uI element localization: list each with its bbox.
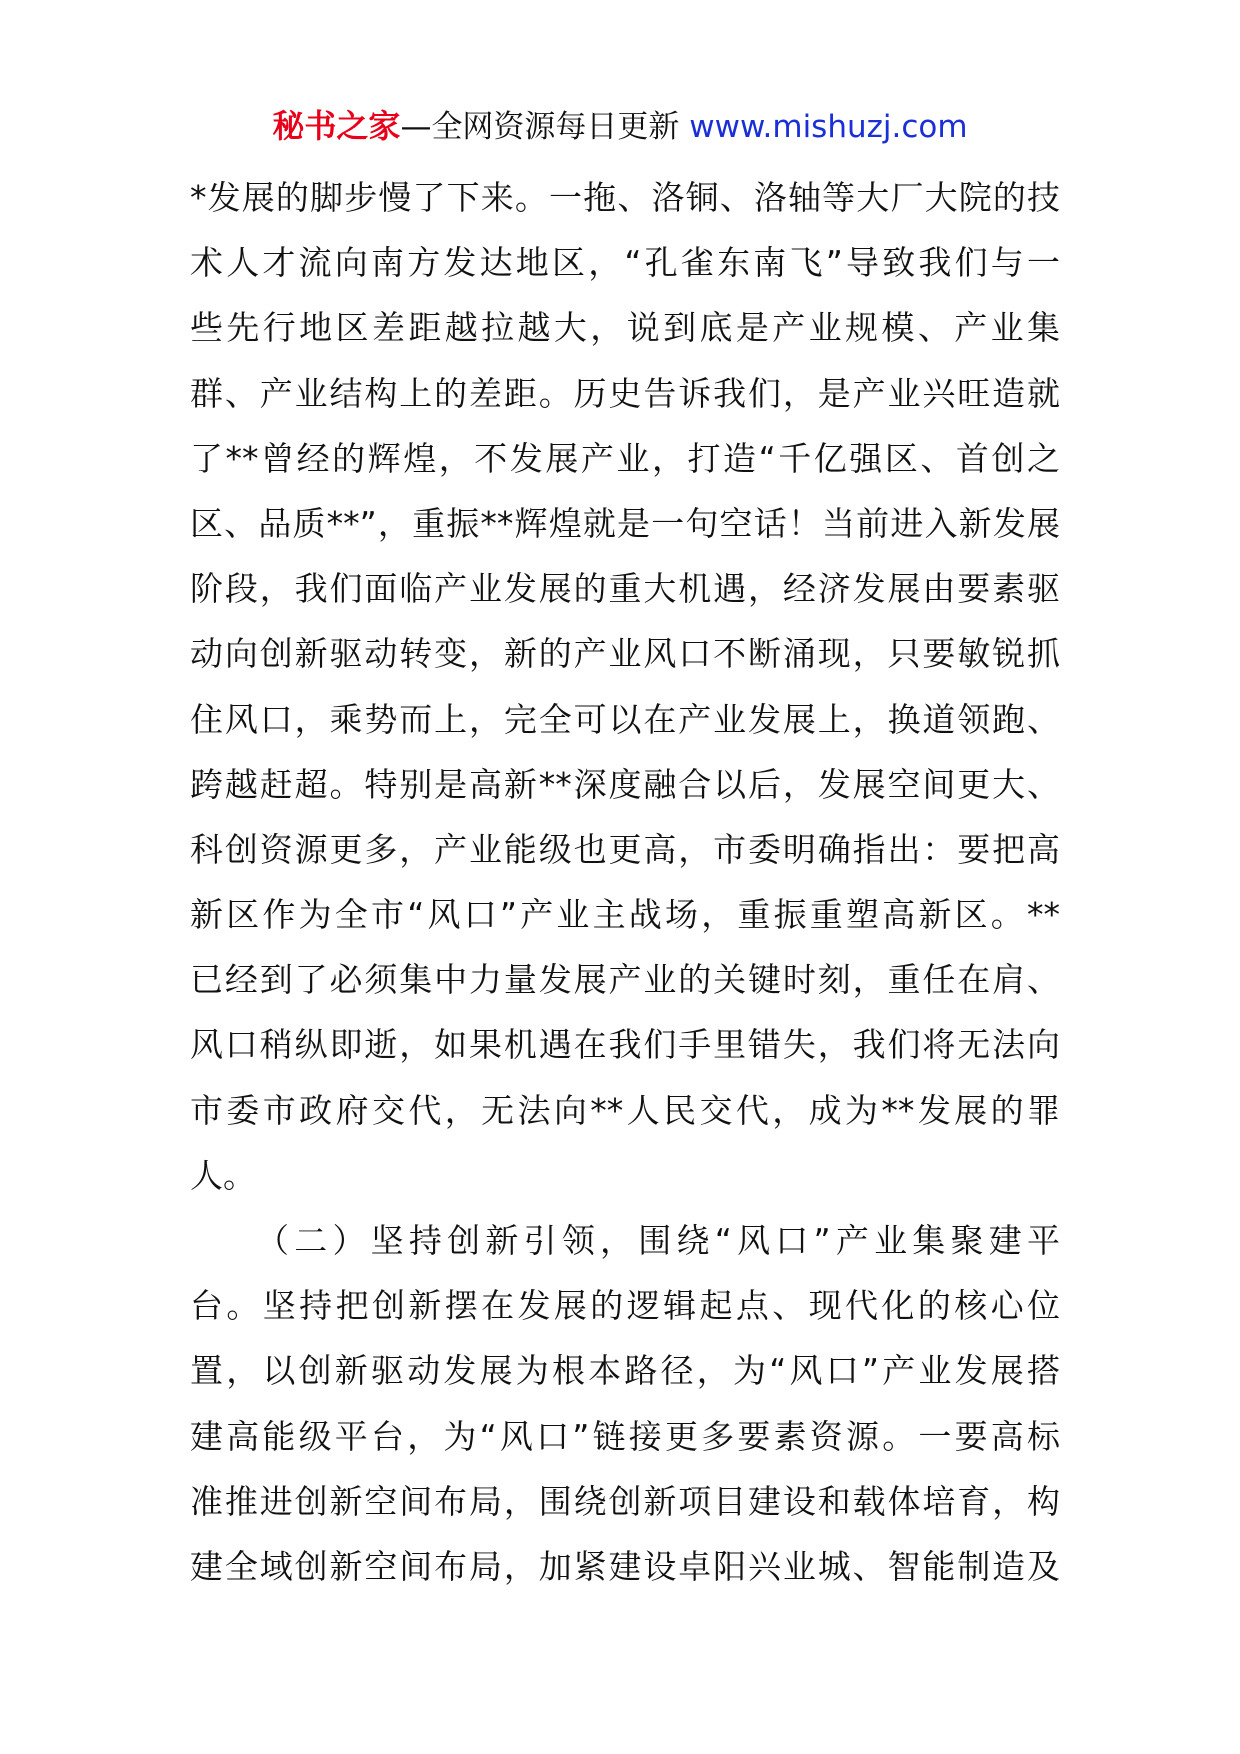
text-line: 动向创新驱动转变，新的产业风口不断涌现，只要敏锐抓: [190, 634, 1060, 674]
text-line: 风口稍纵即逝，如果机遇在我们手里错失，我们将无法向: [190, 1025, 1060, 1065]
section-heading-line: （二）坚持创新引领，围绕“风口”产业集聚建平: [256, 1221, 1060, 1260]
site-header: [0, 100, 1240, 153]
site-url-link[interactable]: www.mishuzj.com: [689, 109, 968, 145]
site-tagline: —全网资源每日更新: [400, 109, 690, 145]
text-line: 群、产业结构上的差距。历史告诉我们，是产业兴旺造就: [190, 373, 1060, 413]
text-line: 新区作为全市“风口”产业主战场，重振重塑高新区。**: [190, 895, 1060, 935]
paragraph-1: [190, 165, 1060, 1208]
document-body: [190, 165, 1060, 1599]
text-line: 人。: [190, 1155, 256, 1195]
text-line: 住风口，乘势而上，完全可以在产业发展上，换道领跑、: [190, 699, 1060, 739]
paragraph-2: [190, 1208, 1060, 1599]
text-line: 市委市政府交代，无法向**人民交代，成为**发展的罪: [190, 1090, 1060, 1130]
text-line: 台。坚持把创新摆在发展的逻辑起点、现代化的核心位: [190, 1286, 1060, 1326]
text-line: 置，以创新驱动发展为根本路径，为“风口”产业发展搭: [190, 1351, 1060, 1391]
text-line: 准推进创新空间布局，围绕创新项目建设和载体培育，构: [190, 1481, 1060, 1521]
text-line: 了**曾经的辉煌，不发展产业，打造“千亿强区、首创之: [190, 438, 1060, 478]
text-line: 阶段，我们面临产业发展的重大机遇，经济发展由要素驱: [190, 569, 1060, 609]
text-line: *发展的脚步慢了下来。一拖、洛铜、洛轴等大厂大院的技: [190, 178, 1060, 217]
text-line: 跨越赶超。特别是高新**深度融合以后，发展空间更大、: [190, 764, 1060, 804]
text-line: 建全域创新空间布局，加紧建设卓阳兴业城、智能制造及: [190, 1546, 1060, 1586]
text-line: 已经到了必须集中力量发展产业的关键时刻，重任在肩、: [190, 960, 1060, 1000]
text-line: 建高能级平台，为“风口”链接更多要素资源。一要高标: [190, 1416, 1060, 1456]
text-line: 些先行地区差距越拉越大，说到底是产业规模、产业集: [190, 308, 1060, 348]
text-line: 科创资源更多，产业能级也更高，市委明确指出：要把高: [190, 829, 1060, 869]
text-line: 区、品质**”，重振**辉煌就是一句空话！当前进入新发展: [190, 503, 1060, 543]
text-line: 术人才流向南方发达地区，“孔雀东南飞”导致我们与一: [190, 243, 1060, 283]
brand-name: 秘书之家: [272, 107, 401, 145]
